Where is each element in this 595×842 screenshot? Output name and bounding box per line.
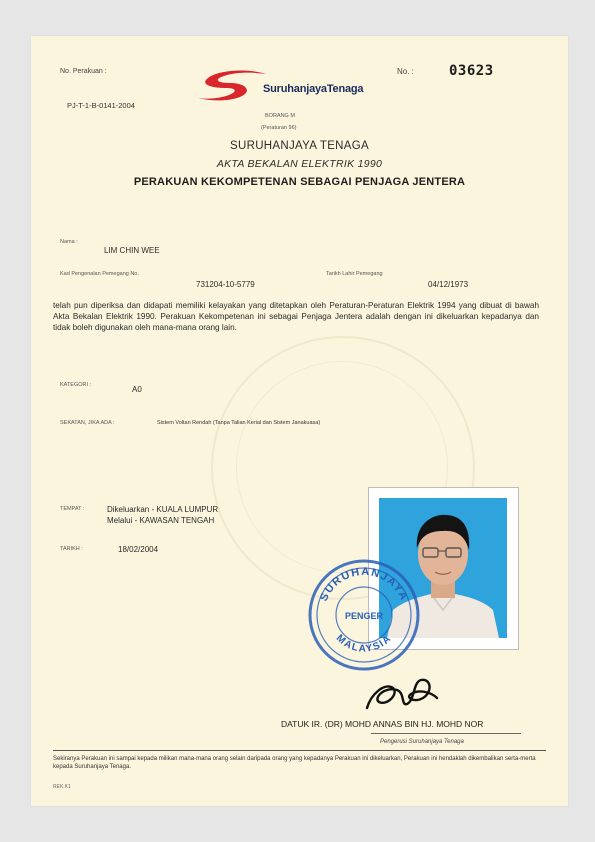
signatory-title: Pengerusi Suruhanjaya Tenaga (380, 739, 464, 745)
stamp-middle-text: PENGER (344, 611, 384, 621)
sekatan-label: SEKATAN, JIKA ADA : (60, 420, 115, 426)
stamp-bottom-text: MALAYSIA (333, 632, 395, 655)
tarikh-value: 18/02/2004 (118, 545, 159, 554)
dob-label: Tarikh Lahir Pemegang (326, 271, 383, 277)
official-stamp (307, 558, 421, 672)
footer-code: REK.K1 (53, 784, 71, 790)
signature-line (371, 733, 521, 734)
certificate-title: PERAKUAN KEKOMPETENAN SEBAGAI PENJAGA JENTERA (133, 176, 466, 188)
reference-code: PJ-T-1-B-0141-2004 (67, 101, 135, 110)
no-perakuan-label: No. Perakuan : (60, 68, 107, 75)
kategori-label: KATEGORI : (60, 382, 92, 388)
organization-heading: SURUHANJAYA TENAGA (230, 140, 369, 152)
dob-value: 04/12/1973 (428, 280, 469, 289)
kategori-value: A0 (132, 385, 142, 394)
holder-name: LIM CHIN WEE (104, 246, 160, 255)
logo-text: SuruhanjayaTenaga (263, 83, 364, 95)
tempat-line-2: Melalui - KAWASAN TENGAH (107, 516, 215, 525)
borang-label: BORANG M (265, 113, 295, 119)
signature-icon (361, 672, 441, 716)
name-label: Nama : (60, 239, 78, 245)
tempat-label: TEMPAT : (60, 506, 85, 512)
serial-number: 03623 (449, 63, 494, 79)
serial-label: No. : (397, 67, 414, 76)
tempat-line-1: Dikeluarkan - KUALA LUMPUR (107, 505, 219, 514)
peraturan-label: (Peraturan 96) (261, 125, 297, 131)
signatory-name: DATUK IR. (DR) MOHD ANNAS BIN HJ. MOHD NOR (281, 719, 484, 729)
certificate-paper (31, 36, 568, 806)
svg-text:MALAYSIA (334, 633, 394, 655)
stamp-top-text: SURUHANJAYA (317, 565, 411, 604)
ic-label: Kad Pengenalan Pemegang No. (60, 271, 139, 277)
ic-number: 731204-10-5779 (196, 280, 255, 289)
sekatan-value: Sistem Voltan Rendah (Tanpa Talian Kerial dan Sistem Janakuasa) (157, 420, 321, 426)
certificate-statement: telah pun diperiksa dan didapati memiliki kelayakan yang ditetapkan oleh Peraturan-Peraturan Elektrik 1994 yang dibuat di bawah Akta Bekalan Elektrik 1990. Perakuan Kekompetenan ini sebagai Penjaga Jentera adalah dengan ini dikeluarkan kepadanya dan tidak boleh digunakan oleh mana-mana orang lain. (53, 301, 539, 332)
footer-divider (53, 750, 546, 751)
tarikh-label: TARIKH : (60, 546, 83, 552)
suruhanjaya-tenaga-logo-icon (196, 68, 268, 102)
act-heading: AKTA BEKALAN ELEKTRIK 1990 (216, 158, 383, 170)
footer-notice: Sekiranya Perakuan ini sampai kepada milikan mana-mana orang selain daripada orang yang kepadanya Perakuan ini dikeluarkan, Perakuan ini hendaklah dikembalikan serta-merta kepada Suruhanjaya Tenaga. (53, 756, 536, 770)
